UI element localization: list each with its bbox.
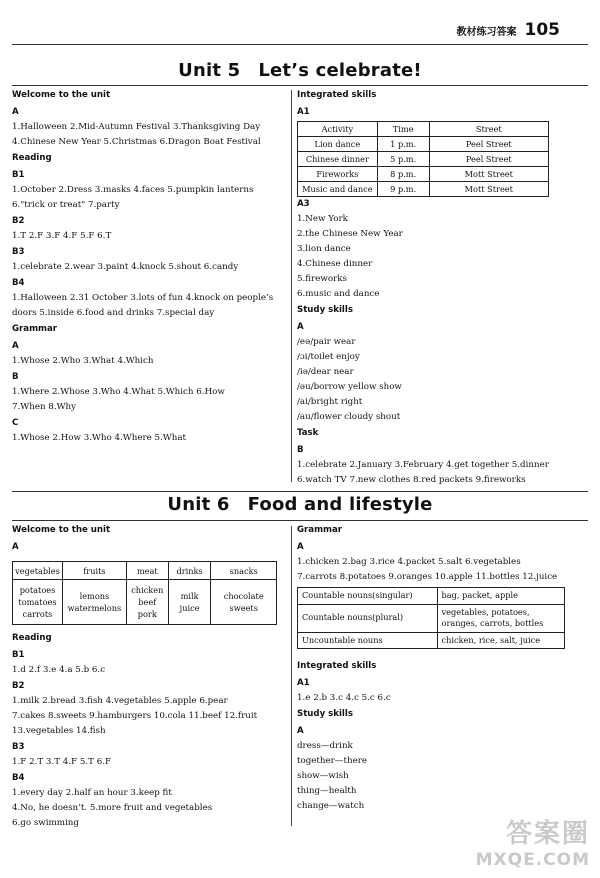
table-cell: chicken, rice, salt, juice xyxy=(437,632,564,649)
cell-word: carrots xyxy=(22,609,53,619)
answer-line: 6."trick or treat" 7.party xyxy=(12,200,120,210)
table-header-cell: vegetables xyxy=(13,562,63,580)
table-header-cell: Activity xyxy=(298,122,378,137)
subsection-heading: B xyxy=(12,372,19,382)
unit6-left-bottom xyxy=(12,630,286,831)
section-heading: Integrated skills xyxy=(297,661,377,671)
table-cell xyxy=(168,580,211,625)
answer-line: /eə/pair wear xyxy=(297,337,356,347)
answer-line: show—wish xyxy=(297,771,349,781)
answer-line: 7.cakes 8.sweets 9.hamburgers 10.cola 11.beef 12.fruit xyxy=(12,711,258,721)
cell-word: sweets xyxy=(229,603,258,613)
answer-line: 1.Halloween 2.31 October 3.lots of fun 4.knock on people’s xyxy=(12,293,274,303)
table-cell: Chinese dinner xyxy=(298,152,378,167)
table-cell: vegetables, potatoes, oranges, carrots, bottles xyxy=(437,604,564,632)
answer-line: 7.carrots 8.potatoes 9.oranges 10.apple 11.bottles 12.juice xyxy=(297,572,558,582)
cell-word: juice xyxy=(179,603,200,613)
page-header xyxy=(457,20,561,40)
unit6-title: Unit 6 Food and lifestyle xyxy=(167,494,433,515)
table-header-cell: Time xyxy=(377,122,429,137)
answer-line: 6.music and dance xyxy=(297,289,380,299)
answer-line: 2.the Chinese New Year xyxy=(297,229,403,239)
subsection-heading: B4 xyxy=(12,278,25,288)
table-cell: Mott Street xyxy=(429,167,548,182)
answer-line: 1.every day 2.half an hour 3.keep fit xyxy=(12,788,172,798)
table-cell xyxy=(126,580,168,625)
section-heading: Task xyxy=(297,428,319,438)
table-header-cell: snacks xyxy=(211,562,277,580)
section-heading: Welcome to the unit xyxy=(12,525,111,535)
table-cell: Fireworks xyxy=(298,167,378,182)
table-cell: 5 p.m. xyxy=(377,152,429,167)
header-rule xyxy=(12,44,588,45)
answer-line: 7.When 8.Why xyxy=(12,402,77,412)
unit6-left-top xyxy=(12,522,286,555)
section-heading: Grammar xyxy=(12,324,58,334)
cell-word: chicken xyxy=(131,585,164,595)
cell-word: tomatoes xyxy=(18,597,57,607)
subsection-heading: A xyxy=(12,341,19,351)
subsection-heading: C xyxy=(12,418,19,428)
subsection-heading: A xyxy=(297,726,304,736)
table-header-cell: meat xyxy=(126,562,168,580)
answer-line: /ɔi/toilet enjoy xyxy=(297,352,360,362)
answer-line: 1.T 2.F 3.F 4.F 5.F 6.T xyxy=(12,231,112,241)
answer-line: 1.milk 2.bread 3.fish 4.vegetables 5.apple 6.pear xyxy=(12,696,228,706)
answer-line: doors 5.inside 6.food and drinks 7.special day xyxy=(12,308,215,318)
table-row xyxy=(298,588,565,605)
nouns-table xyxy=(297,587,565,649)
subsection-heading: A xyxy=(12,107,19,117)
watermark-logo: 答案圈 MXQE.COM xyxy=(475,819,590,870)
cell-word: potatoes xyxy=(19,585,56,595)
subsection-heading: B4 xyxy=(12,773,25,783)
answer-line: 1.October 2.Dress 3.masks 4.faces 5.pumpkin lanterns xyxy=(12,185,254,195)
unit6-column-divider xyxy=(291,526,292,826)
section-heading: Reading xyxy=(12,633,52,643)
table-row xyxy=(298,604,565,632)
unit6-right-bottom xyxy=(297,658,587,814)
unit6-right-top xyxy=(297,522,587,585)
answer-line: 1.Where 2.Whose 3.Who 4.What 5.Which 6.How xyxy=(12,387,225,397)
unit5-rule xyxy=(12,85,588,86)
header-subject: 教材练习答案 xyxy=(456,27,517,38)
answer-line: 1.d 2.f 3.e 4.a 5.b 6.c xyxy=(12,665,106,675)
unit6-top-rule xyxy=(12,491,588,492)
table-cell: Mott Street xyxy=(429,182,548,197)
subsection-heading: B3 xyxy=(12,742,25,752)
cell-word: watermelons xyxy=(67,603,122,613)
subsection-heading: B1 xyxy=(12,170,25,180)
subsection-heading: A xyxy=(297,542,304,552)
answer-line: dress—drink xyxy=(297,741,353,751)
cell-word: milk xyxy=(180,591,199,601)
table-header-cell: drinks xyxy=(168,562,211,580)
subsection-heading: A xyxy=(297,322,304,332)
table-cell xyxy=(13,580,63,625)
cell-word: chocolate xyxy=(223,591,264,601)
unit5-right-bottom xyxy=(297,196,587,488)
answer-line: 1.Whose 2.Who 3.What 4.Which xyxy=(12,356,154,366)
section-heading: Welcome to the unit xyxy=(12,90,111,100)
table-row xyxy=(298,182,549,197)
answer-line: 1.celebrate 2.wear 3.paint 4.knock 5.shout 6.candy xyxy=(12,262,239,272)
page-number: 105 xyxy=(524,20,560,40)
table-header-cell: Street xyxy=(429,122,548,137)
answer-line: 1.New York xyxy=(297,214,348,224)
section-heading: Study skills xyxy=(297,305,353,315)
answer-line: 1.F 2.T 3.T 4.F 5.T 6.F xyxy=(12,757,112,767)
section-heading: Integrated skills xyxy=(297,90,377,100)
table-cell: Peel Street xyxy=(429,137,548,152)
answer-line: /au/flower cloudy shout xyxy=(297,412,401,422)
unit5-column-divider xyxy=(291,90,292,482)
answer-line: 1.Halloween 2.Mid-Autumn Festival 3.Thanksgiving Day xyxy=(12,122,261,132)
answer-line: 4.Chinese dinner xyxy=(297,259,373,269)
table-cell: Uncountable nouns xyxy=(298,632,438,649)
table-row xyxy=(298,137,549,152)
answer-line: 4.No, he doesn’t. 5.more fruit and vegetables xyxy=(12,803,213,813)
table-cell: Countable nouns(singular) xyxy=(298,588,438,605)
answer-line: 13.vegetables 14.fish xyxy=(12,726,106,736)
answer-line: 6.go swimming xyxy=(12,818,79,828)
answer-line: change—watch xyxy=(297,801,365,811)
answer-line: 1.e 2.b 3.c 4.c 5.c 6.c xyxy=(297,693,391,703)
unit5-left-column xyxy=(12,87,286,446)
subsection-heading: B xyxy=(297,445,304,455)
table-cell: Lion dance xyxy=(298,137,378,152)
answer-line: /iə/dear near xyxy=(297,367,354,377)
food-table xyxy=(12,561,277,625)
table-cell xyxy=(211,580,277,625)
answer-line: 1.chicken 2.bag 3.rice 4.packet 5.salt 6.vegetables xyxy=(297,557,521,567)
table-cell: bag, packet, apple xyxy=(437,588,564,605)
table-cell: Countable nouns(plural) xyxy=(298,604,438,632)
subsection-heading: B1 xyxy=(12,650,25,660)
answer-line: together—there xyxy=(297,756,368,766)
table-cell: 1 p.m. xyxy=(377,137,429,152)
answer-line: thing—health xyxy=(297,786,357,796)
cell-word: lemons xyxy=(79,591,110,601)
answer-line: 5.fireworks xyxy=(297,274,347,284)
subsection-heading: A1 xyxy=(297,678,310,688)
subsection-heading: B2 xyxy=(12,216,25,226)
section-heading: Grammar xyxy=(297,525,343,535)
activity-table xyxy=(297,121,549,197)
table-cell: Music and dance xyxy=(298,182,378,197)
answer-line: 3.lion dance xyxy=(297,244,351,254)
table-row xyxy=(298,167,549,182)
unit5-title: Unit 5 Let’s celebrate! xyxy=(178,60,422,81)
answer-line: /əu/borrow yellow show xyxy=(297,382,402,392)
table-cell: Peel Street xyxy=(429,152,548,167)
subsection-heading: B3 xyxy=(12,247,25,257)
table-row xyxy=(298,632,565,649)
subsection-heading: A3 xyxy=(297,199,310,209)
answer-line: 1.Whose 2.How 3.Who 4.Where 5.What xyxy=(12,433,186,443)
section-heading: Reading xyxy=(12,153,52,163)
cell-word: pork xyxy=(137,609,157,619)
answer-line: /ai/bright right xyxy=(297,397,363,407)
table-cell: 8 p.m. xyxy=(377,167,429,182)
subsection-heading: A1 xyxy=(297,107,310,117)
answer-line: 6.watch TV 7.new clothes 8.red packets 9.fireworks xyxy=(297,475,526,485)
answer-line: 4.Chinese New Year 5.Christmas 6.Dragon Boat Festival xyxy=(12,137,261,147)
section-heading: Study skills xyxy=(297,709,353,719)
cell-word: beef xyxy=(138,597,157,607)
subsection-heading: B2 xyxy=(12,681,25,691)
table-cell: 9 p.m. xyxy=(377,182,429,197)
table-cell xyxy=(62,580,126,625)
answer-line: 1.celebrate 2.January 3.February 4.get together 5.dinner xyxy=(297,460,549,470)
unit6-rule xyxy=(12,520,588,521)
unit5-right-top xyxy=(297,87,587,120)
subsection-heading: A xyxy=(12,542,19,552)
table-row xyxy=(298,152,549,167)
table-header-cell: fruits xyxy=(62,562,126,580)
